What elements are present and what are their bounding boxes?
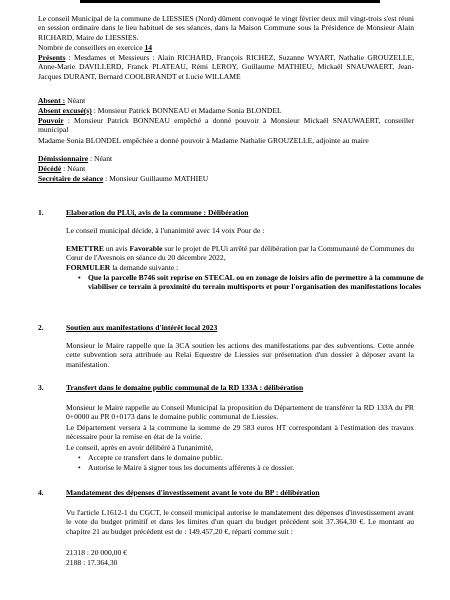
demission-label: Démissionnaire [38,154,89,163]
section-4-p1: Vu l'article L1612-1 du CGCT, le conseil municipal autorise le mandatement des dépenses d'investissement avant le vote du budget primitif et dans les limites d'un quart du budget précédent soit 37.364,30 €. Le montant au chapitre 21 au budget précédent est de : 149.457,20 €, réparti comme suit : [66,508,414,536]
conseillers-label: Nombre de conseillers en exercice [38,43,143,52]
section-number: 2. [38,323,44,332]
emettre-favorable: Favorable [129,244,163,253]
bullet-text: Que la parcelle B746 soit reprise en STECAL ou en zonage de loisirs afin de permettre à la commune de viabiliser ce terrain à proximité du terrain multisports et pour l'organisation des manifestations locales [88,273,424,292]
section-3-p3: Le conseil, après en avoir délibéré à l'unanimité, [66,443,214,452]
section-title: Transfert dans le domaine public communal de la RD 133A : délibération [66,383,304,392]
pouvoir-line2: Madame Sonia BLONDEL empêchée a donné pouvoir à Madame Nathalie GROUZELLE, adjointe au maire [38,136,369,145]
header-rule [80,0,380,3]
absent-label: Absent : [38,96,66,105]
section-title: Mandatement des dépenses d'investissement avant le vote du BP : délibération [66,488,320,497]
absent-value: Néant [65,96,86,105]
absent-excuse-label: Absent excusé(s) [38,106,92,115]
demission-line [38,154,112,163]
section-3-p1: Monsieur le Maire rappelle au Conseil Municipal la proposition du Département de transférer la RD 133A du PR 0+0000 au PR 0+0173 dans le domaine public communal de Liessies. [66,403,414,422]
demission-value: : Néant [88,154,113,163]
formuler-rest: la demande suivante : [110,263,179,272]
section-3-bullet-1 [76,453,426,462]
emettre-mid: un avis [103,244,130,253]
bullet-text: Accepte ce transfert dans le domaine public. [88,453,223,462]
pouvoir-paragraph [38,116,414,135]
absent-line [38,96,85,105]
section-4-line-2: 2188 : 17.364,30 [66,558,118,567]
presents-label: Présents [38,53,66,62]
section-1-emettre [66,244,414,263]
section-number: 1. [38,208,44,217]
intro-paragraph: Le conseil Municipal de la commune de LIESSIES (Nord) dûment convoqué le vingt février deux mil vingt-trois s'est réuni en session ordinaire dans le lieu habituel de ses séances, dans la Maison Commune sous la Présidence de Monsieur Alain RICHARD, Maire de LIESSIES. [38,14,414,42]
conseillers-line [38,43,152,52]
section-4-line-1: 21318 : 20 000,00 € [66,548,127,557]
secretaire-label: Secrétaire de séance [38,174,104,183]
decede-value: : Néant [61,164,86,173]
bullet-dot-icon: • [78,463,81,472]
emettre-label: EMETTRE [66,244,104,253]
emettre-rest: sur le projet de PLUi arrêté par délibération par la Communauté de Communes du Cœur de l'Avesnois en séance du 20 décembre 2022, [66,244,414,263]
section-3-p2: Le Département versera à la commune la somme de 29 583 euros HT correspondant à l'estimation des travaux nécessaire pour la remise en état de la voirie. [66,423,414,442]
formuler-label: FORMULER [66,263,111,272]
section-3-bullet-2 [76,463,426,472]
bullet-dot-icon: • [78,273,81,282]
secretaire-value: : Monsieur Guillaume MATHIEU [103,174,209,183]
presents-paragraph [38,53,414,81]
section-2-p1: Monsieur le Maire rappelle que la 3CA soutien les actions des manifestations par des subventions. Cette année cette subvention sera attribuée au Relai Equestre de Liessies sur présentation d'un dossier à déposer avant la manifestation. [66,341,414,369]
section-1-formuler [66,263,178,272]
pouvoir-label: Pouvoir [38,116,64,125]
absent-excuse-line [38,106,282,115]
section-1-p1: Le conseil municipal décide, à l'unanimité avec 14 voix Pour de : [66,226,265,235]
absent-excuse-value: : Monsieur Patrick BONNEAU et Madame Sonia BLONDEL [91,106,282,115]
section-number: 4. [38,488,44,497]
decede-label: Décédé [38,164,62,173]
conseillers-value: 14 [144,43,153,52]
presents-text: : Mesdames et Messieurs : Alain RICHARD, François RICHEZ, Suzanne WYART, Nathalie GROUZELLE, Anne-Marie DAVILLERD, Franck PLATEAU, Rémi LEROY, Guillaume MATHIEU, Mickaël SNAUWAERT, Jean-Jacques DURANT, Bernard COOLBRANDT et Lucie WILLAME [38,53,414,81]
section-1-bullet [76,273,426,292]
section-title: Soutien aux manifestations d'intérêt local 2023 [66,323,218,332]
pouvoir-line1: : Monsieur Patrick BONNEAU empêché a donné pouvoir à Monsieur Mickaël SNAUWAERT, conseiller municipal [38,116,414,135]
bullet-dot-icon: • [78,453,81,462]
decede-line [38,164,85,173]
secretaire-line [38,174,208,183]
section-title: Elaboration du PLUi, avis de la commune : Délibération [66,208,249,217]
bullet-text: Autorise le Maire à signer tous les documents afférents à ce dossier. [88,463,295,472]
section-number: 3. [38,383,44,392]
